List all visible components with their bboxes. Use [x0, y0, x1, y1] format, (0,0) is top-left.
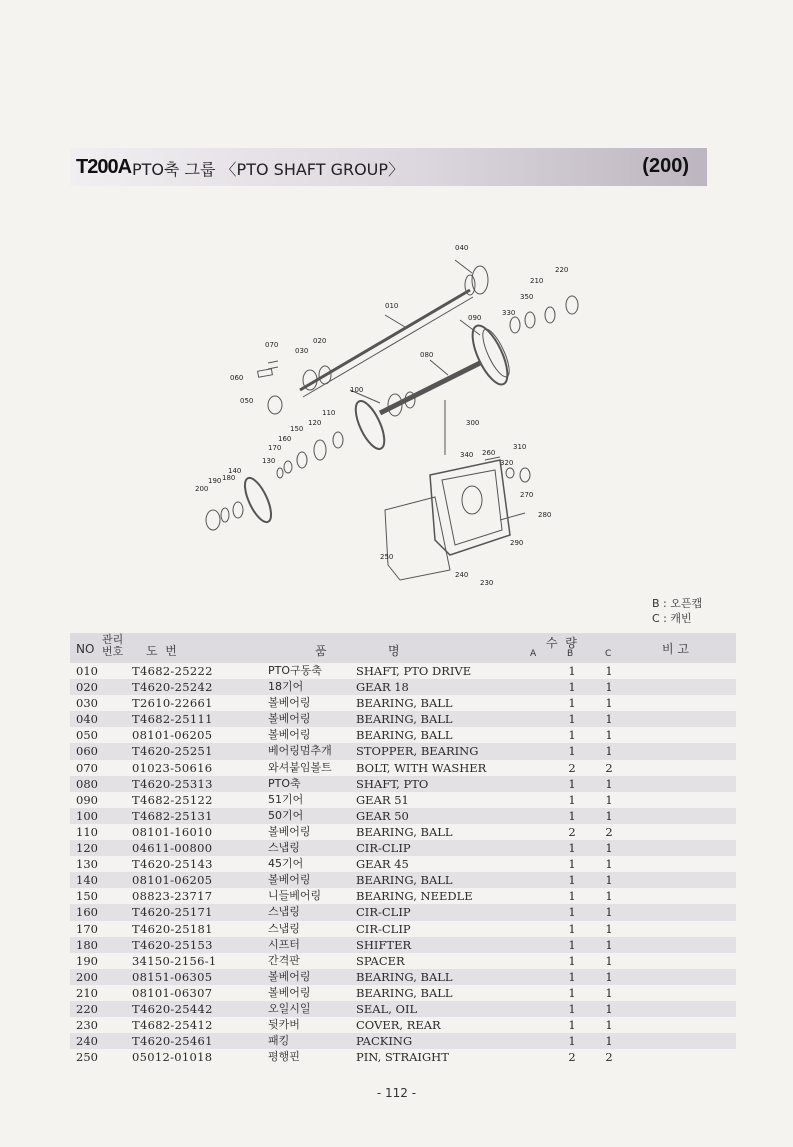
row-qty-c: 1	[605, 712, 613, 727]
callout-label: 090	[468, 314, 482, 322]
row-korean-name: 간격판	[268, 953, 300, 967]
title-bar	[70, 148, 707, 186]
row-part-number: T4620-25251	[132, 744, 213, 759]
row-qty-b: 1	[568, 792, 576, 807]
row-no: 210	[76, 985, 98, 1000]
row-korean-name: 스냅링	[268, 921, 300, 935]
callout-label: 050	[240, 397, 254, 405]
row-qty-c: 1	[605, 1001, 613, 1016]
row-qty-c: 1	[605, 808, 613, 823]
group-title: PTO축 그룹 〈PTO SHAFT GROUP〉	[132, 160, 405, 179]
row-qty-b: 1	[568, 744, 576, 759]
callout-label: 100	[350, 386, 364, 394]
callout-label: 020	[313, 337, 327, 345]
page-number: - 112 -	[376, 1086, 417, 1100]
callout-label: 210	[530, 277, 544, 285]
row-part-number: T4620-25442	[132, 1001, 213, 1016]
row-english-name: BEARING, BALL	[356, 969, 453, 984]
callout-label: 300	[466, 419, 480, 427]
group-code: (200)	[642, 155, 689, 177]
table-row	[70, 953, 736, 969]
row-english-name: SPACER	[356, 953, 405, 968]
row-no: 030	[76, 696, 98, 711]
callout-label: 180	[222, 474, 236, 482]
table-row	[70, 1033, 736, 1049]
row-no: 140	[76, 873, 98, 888]
row-korean-name: PTO구동축	[268, 664, 322, 677]
row-no: 230	[76, 1018, 98, 1033]
callout-label: 200	[195, 485, 209, 493]
row-part-number: T4682-25412	[132, 1018, 213, 1033]
row-qty-c: 1	[605, 889, 613, 904]
row-part-number: 01023-50616	[132, 760, 213, 775]
row-qty-c: 1	[605, 1034, 613, 1049]
row-no: 080	[76, 776, 98, 791]
row-no: 160	[76, 905, 98, 920]
row-korean-name: 평행핀	[268, 1050, 300, 1064]
row-qty-c: 1	[605, 873, 613, 888]
table-row	[70, 840, 736, 856]
row-qty-b: 1	[568, 680, 576, 695]
callout-label: 030	[295, 347, 309, 355]
row-english-name: SEAL, OIL	[356, 1001, 418, 1016]
row-no: 200	[76, 969, 98, 984]
table-row	[70, 727, 736, 743]
header-name-a: 품	[315, 644, 327, 658]
row-qty-b: 1	[568, 1018, 576, 1033]
row-part-number: 08101-06205	[132, 728, 213, 743]
table-row	[70, 679, 736, 695]
row-korean-name: 볼베어링	[268, 696, 311, 710]
row-qty-b: 1	[568, 857, 576, 872]
row-part-number: T4620-25181	[132, 921, 213, 936]
row-qty-c: 1	[605, 696, 613, 711]
row-qty-b: 1	[568, 969, 576, 984]
callout-label: 080	[420, 351, 434, 359]
legend-b: B : 오픈캡	[652, 597, 703, 610]
callout-label: 250	[380, 553, 394, 561]
table-row	[70, 824, 736, 840]
callout-label: 280	[538, 511, 552, 519]
header-qty-a: A	[530, 649, 537, 659]
row-part-number: 04611-00800	[132, 841, 213, 856]
table-row	[70, 1001, 736, 1017]
header-qty: 수 량	[546, 636, 577, 650]
row-qty-c: 1	[605, 905, 613, 920]
table-row	[70, 760, 736, 776]
header-mgmt: 관리 번호	[102, 633, 124, 658]
row-part-number: 34150-2156-1	[132, 953, 217, 968]
table-row	[70, 872, 736, 888]
row-part-number: T4620-25153	[132, 937, 213, 952]
row-korean-name: 51기어	[268, 792, 304, 806]
row-english-name: BEARING, NEEDLE	[356, 889, 473, 904]
callout-label: 130	[262, 457, 276, 465]
header-qty-b: B	[567, 649, 574, 659]
row-english-name: BEARING, BALL	[356, 728, 453, 743]
row-no: 070	[76, 760, 98, 775]
row-english-name: BEARING, BALL	[356, 985, 453, 1000]
row-korean-name: 스냅링	[268, 841, 300, 855]
callout-label: 040	[455, 244, 469, 252]
table-row	[70, 937, 736, 953]
table-row	[70, 856, 736, 872]
row-part-number: T4682-25222	[132, 664, 213, 678]
row-qty-b: 1	[568, 664, 576, 678]
table-row	[70, 743, 736, 759]
row-no: 010	[76, 664, 98, 678]
row-korean-name: 스냅링	[268, 905, 300, 919]
callout-label: 230	[480, 579, 494, 585]
row-part-number: T4682-25111	[132, 712, 213, 727]
exploded-diagram-svg	[180, 235, 600, 585]
callout-label: 110	[322, 409, 336, 417]
row-english-name: GEAR 18	[356, 680, 409, 695]
row-korean-name: 볼베어링	[268, 728, 311, 742]
row-english-name: COVER, REAR	[356, 1018, 441, 1033]
row-qty-b: 2	[568, 760, 576, 775]
callout-label: 170	[268, 444, 282, 452]
row-english-name: BEARING, BALL	[356, 712, 453, 727]
row-part-number: 08101-16010	[132, 824, 213, 839]
row-korean-name: 시프터	[268, 937, 300, 951]
row-no: 170	[76, 921, 98, 936]
exploded-diagram	[180, 235, 600, 585]
row-korean-name: 오일시일	[268, 1001, 311, 1015]
row-korean-name: 45기어	[268, 857, 304, 871]
row-qty-b: 1	[568, 953, 576, 968]
row-qty-c: 1	[605, 664, 613, 678]
row-qty-b: 1	[568, 808, 576, 823]
row-english-name: BEARING, BALL	[356, 696, 453, 711]
row-korean-name: 볼베어링	[268, 824, 311, 838]
row-no: 190	[76, 953, 98, 968]
row-qty-c: 1	[605, 937, 613, 952]
row-korean-name: 뒷카버	[268, 1018, 300, 1032]
row-korean-name: 베어링멈추개	[268, 744, 332, 758]
row-part-number: T4682-25122	[132, 792, 213, 807]
callout-label: 350	[520, 293, 534, 301]
row-english-name: GEAR 45	[356, 857, 409, 872]
row-qty-c: 1	[605, 728, 613, 743]
row-english-name: BOLT, WITH WASHER	[356, 760, 487, 775]
table-row	[70, 695, 736, 711]
row-korean-name: 50기어	[268, 808, 304, 822]
table-row	[70, 776, 736, 792]
row-qty-c: 1	[605, 1018, 613, 1033]
row-qty-c: 1	[605, 985, 613, 1000]
row-part-number: T4620-25171	[132, 905, 213, 920]
row-english-name: CIR-CLIP	[356, 841, 411, 856]
row-no: 120	[76, 841, 98, 856]
table-row	[70, 904, 736, 920]
row-qty-c: 2	[605, 1050, 613, 1065]
row-part-number: T4620-25313	[132, 776, 213, 791]
callout-label: 330	[502, 309, 516, 317]
table-row	[70, 888, 736, 904]
table-row	[70, 1017, 736, 1033]
row-no: 150	[76, 889, 98, 904]
table-row	[70, 969, 736, 985]
quantity-legend	[652, 596, 702, 626]
row-no: 060	[76, 744, 98, 759]
header-no: NO	[76, 642, 95, 656]
callout-label: 310	[513, 443, 527, 451]
row-qty-b: 1	[568, 985, 576, 1000]
callout-label: 160	[278, 435, 292, 443]
parts-table-header	[70, 633, 736, 663]
row-english-name: PIN, STRAIGHT	[356, 1050, 449, 1065]
row-english-name: PACKING	[356, 1034, 413, 1049]
row-korean-name: 볼베어링	[268, 712, 311, 726]
row-english-name: GEAR 51	[356, 792, 409, 807]
row-english-name: BEARING, BALL	[356, 873, 453, 888]
table-row	[70, 985, 736, 1001]
row-english-name: STOPPER, BEARING	[356, 744, 479, 759]
row-no: 130	[76, 857, 98, 872]
row-english-name: CIR-CLIP	[356, 921, 411, 936]
row-part-number: 05012-01018	[132, 1050, 213, 1065]
header-name-b: 명	[388, 644, 400, 658]
row-qty-c: 1	[605, 680, 613, 695]
row-part-number: 08101-06205	[132, 873, 213, 888]
row-part-number: T4620-25461	[132, 1034, 213, 1049]
row-qty-b: 2	[568, 1050, 576, 1065]
callout-label: 320	[500, 459, 514, 467]
model-name: T200A	[76, 156, 132, 178]
table-row	[70, 921, 736, 937]
row-qty-c: 1	[605, 953, 613, 968]
row-no: 220	[76, 1001, 98, 1016]
row-qty-c: 1	[605, 776, 613, 791]
callout-label: 150	[290, 425, 304, 433]
row-qty-b: 1	[568, 776, 576, 791]
row-qty-b: 1	[568, 1001, 576, 1016]
row-qty-c: 2	[605, 760, 613, 775]
row-part-number: 08151-06305	[132, 969, 213, 984]
row-korean-name: 와셔붙임볼트	[268, 760, 332, 774]
row-part-number: T4620-25143	[132, 857, 213, 872]
row-qty-b: 1	[568, 889, 576, 904]
callout-label: 190	[208, 477, 222, 485]
table-row	[70, 792, 736, 808]
row-korean-name: 볼베어링	[268, 985, 311, 999]
row-no: 050	[76, 728, 98, 743]
row-korean-name: 18기어	[268, 680, 304, 694]
row-qty-b: 2	[568, 824, 576, 839]
header-remarks: 비 고	[662, 642, 689, 656]
row-english-name: GEAR 50	[356, 808, 409, 823]
row-qty-c: 1	[605, 792, 613, 807]
callout-label: 340	[460, 451, 474, 459]
table-row	[70, 711, 736, 727]
row-qty-b: 1	[568, 937, 576, 952]
callout-label: 220	[555, 266, 569, 274]
row-korean-name: 볼베어링	[268, 969, 311, 983]
row-qty-c: 1	[605, 857, 613, 872]
table-row	[70, 1049, 736, 1065]
row-qty-b: 1	[568, 696, 576, 711]
row-part-number: 08823-23717	[132, 889, 213, 904]
row-english-name: SHAFT, PTO	[356, 776, 429, 791]
callout-label: 270	[520, 491, 534, 499]
row-qty-c: 1	[605, 841, 613, 856]
row-qty-b: 1	[568, 841, 576, 856]
row-part-number: T4620-25242	[132, 680, 213, 695]
row-no: 240	[76, 1034, 98, 1049]
row-korean-name: 패킹	[268, 1034, 290, 1048]
row-no: 090	[76, 792, 98, 807]
row-part-number: 08101-06307	[132, 985, 213, 1000]
row-english-name: BEARING, BALL	[356, 824, 453, 839]
row-qty-c: 1	[605, 921, 613, 936]
row-korean-name: 볼베어링	[268, 873, 311, 887]
row-qty-b: 1	[568, 1034, 576, 1049]
table-row	[70, 663, 736, 679]
row-qty-b: 1	[568, 728, 576, 743]
row-qty-c: 1	[605, 969, 613, 984]
row-korean-name: 니들베어링	[268, 889, 322, 903]
row-qty-c: 2	[605, 824, 613, 839]
row-qty-c: 1	[605, 744, 613, 759]
row-qty-b: 1	[568, 921, 576, 936]
row-qty-b: 1	[568, 712, 576, 727]
row-no: 020	[76, 680, 98, 695]
parts-table-body	[70, 663, 736, 1065]
callout-label: 010	[385, 302, 399, 310]
row-english-name: CIR-CLIP	[356, 905, 411, 920]
callout-label: 260	[482, 449, 496, 457]
callout-label: 120	[308, 419, 322, 427]
row-english-name: SHIFTER	[356, 937, 412, 952]
row-part-number: T4682-25131	[132, 808, 213, 823]
row-no: 180	[76, 937, 98, 952]
legend-c: C : 캐빈	[652, 612, 692, 625]
row-no: 110	[76, 824, 98, 839]
row-no: 250	[76, 1050, 98, 1065]
header-qty-c: C	[605, 649, 612, 659]
row-english-name: SHAFT, PTO DRIVE	[356, 664, 472, 678]
row-no: 100	[76, 808, 98, 823]
callout-label: 070	[265, 341, 279, 349]
row-part-number: T2610-22661	[132, 696, 213, 711]
callout-label: 290	[510, 539, 524, 547]
row-no: 040	[76, 712, 98, 727]
header-drawing-no: 도 번	[146, 644, 177, 658]
row-korean-name: PTO축	[268, 776, 301, 790]
table-row	[70, 808, 736, 824]
callout-label: 060	[230, 374, 244, 382]
row-qty-b: 1	[568, 905, 576, 920]
callout-label: 140	[228, 467, 242, 475]
row-qty-b: 1	[568, 873, 576, 888]
callout-label: 240	[455, 571, 469, 579]
